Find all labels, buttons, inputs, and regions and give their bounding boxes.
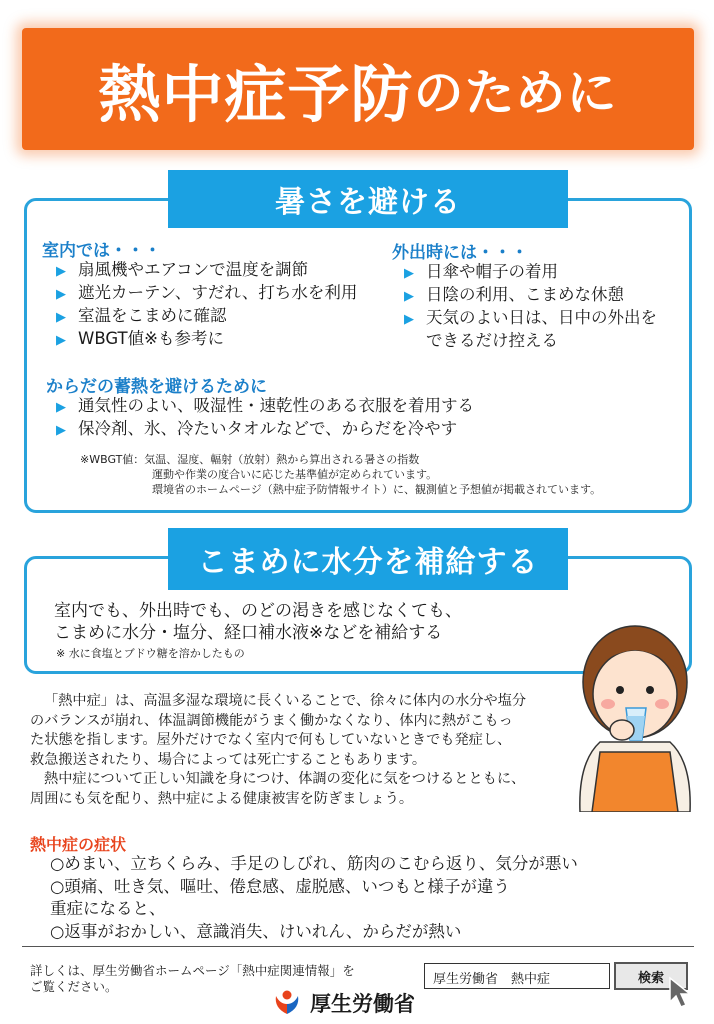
hydration-line-1: 室内でも、外出時でも、のどの渇きを感じなくても、 xyxy=(54,601,462,621)
triangle-bullet-icon: ▶ xyxy=(56,333,66,348)
hydration-line-2: こまめに水分・塩分、経口補水液※などを補給する xyxy=(54,623,443,643)
indoor-list xyxy=(56,259,357,351)
triangle-bullet-icon: ▶ xyxy=(56,400,66,415)
title-banner xyxy=(22,28,694,150)
search-button[interactable]: 検索 xyxy=(614,962,688,990)
list-item: ▶ 日傘や帽子の着用 xyxy=(404,261,657,284)
list-item: ○返事がおかしい、意識消失、けいれん、からだが熱い xyxy=(50,921,462,941)
wbgt-note-1: ※WBGT値：気温、湿度、輻射（放射）熱から算出される暑さの指数 xyxy=(80,453,420,466)
body-heat-list xyxy=(56,395,474,441)
list-item: ▶ 遮光カーテン、すだれ、打ち水を利用 xyxy=(56,282,357,305)
cursor-arrow-icon xyxy=(668,976,696,1010)
mhlw-logo-icon xyxy=(270,986,304,1016)
body-heat-heading: からだの蓄熱を避けるために xyxy=(46,377,267,397)
list-item: ▶ 天気のよい日は、日中の外出を xyxy=(404,307,657,330)
footer-divider xyxy=(22,946,694,947)
triangle-bullet-icon: ▶ xyxy=(56,264,66,279)
title-main: 熱中症予防 xyxy=(98,57,414,131)
indoor-heading: 室内では・・・ xyxy=(42,241,161,261)
triangle-bullet-icon: ▶ xyxy=(56,423,66,438)
wbgt-note-2: 運動や作業の度合いに応じた基準値が定められています。 xyxy=(152,468,438,481)
outdoor-heading: 外出時には・・・ xyxy=(392,243,528,263)
list-item: ▶ 日陰の利用、こまめな休憩 xyxy=(404,284,657,307)
list-item: ○めまい、立ちくらみ、手足のしびれ、筋肉のこむら返り、気分が悪い xyxy=(50,854,578,873)
list-item: ▶ WBGT値※も参考に xyxy=(56,328,357,351)
symptoms-heading: 熱中症の症状 xyxy=(30,835,127,854)
list-item: ▶ 扇風機やエアコンで温度を調節 xyxy=(56,259,357,282)
hydration-header: こまめに水分を補給する xyxy=(168,528,568,590)
triangle-bullet-icon: ▶ xyxy=(404,289,414,304)
list-item: 重症になると、 xyxy=(50,899,166,918)
footer-text: 詳しくは、厚生労働省ホームページ「熱中症関連情報」を ご覧ください。 xyxy=(30,963,355,994)
list-item: できるだけ控える xyxy=(426,331,558,350)
hydration-note: ※ 水に食塩とブドウ糖を溶かしたもの xyxy=(56,647,245,660)
outdoor-list xyxy=(404,261,657,351)
list-item: ▶ 通気性のよい、吸湿性・速乾性のある衣服を着用する xyxy=(56,395,474,418)
triangle-bullet-icon: ▶ xyxy=(56,310,66,325)
search-input[interactable]: 厚生労働省 熱中症 xyxy=(424,963,610,989)
wbgt-note-3: 環境省のホームページ（熱中症予防情報サイト）に、観測値と予想値が掲載されています。 xyxy=(152,483,602,496)
person-drinking-illustration xyxy=(560,612,710,812)
list-item: ▶ 保冷剤、氷、冷たいタオルなどで、からだを冷やす xyxy=(56,418,474,441)
symptoms-list xyxy=(50,853,578,943)
list-item: ○頭痛、吐き気、嘔吐、倦怠感、虚脱感、いつもと様子が違う xyxy=(50,876,510,896)
ministry-name: 厚生労働省 xyxy=(310,992,415,1016)
description-paragraph: 「熱中症」は、高温多湿な環境に長くいることで、徐々に体内の水分や塩分 のバランスが崩れ、体温調節機能がうまく働かなくなり、体内に熱がこもっ た状態を指します。屋外だけでなく室内で何もしていないときでも発症し、 救急搬送されたり、場合によっては死亡することもあります。 熱中症について正しい知識を身につけ、体調の変化に気をつけるとともに、 周囲にも気を配り、熱中症による健康被害を防ぎましょう。 xyxy=(30,693,527,807)
list-item: ▶ 室温をこまめに確認 xyxy=(56,305,357,328)
title-sub: のために xyxy=(413,64,618,122)
triangle-bullet-icon: ▶ xyxy=(404,266,414,281)
triangle-bullet-icon: ▶ xyxy=(56,287,66,302)
avoid-heat-header: 暑さを避ける xyxy=(168,170,568,228)
triangle-bullet-icon: ▶ xyxy=(404,312,414,327)
